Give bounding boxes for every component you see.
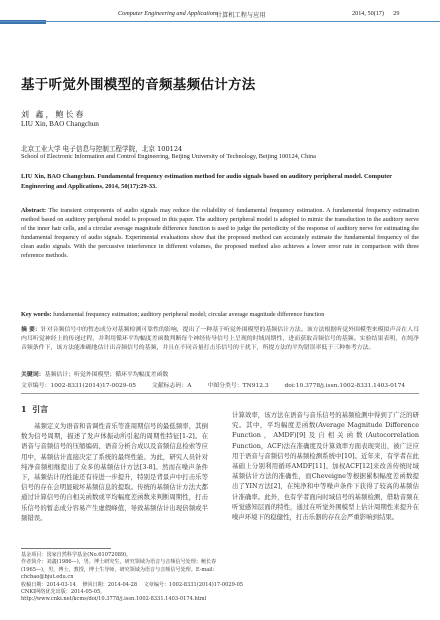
- citation: LIU Xin, BAO Changchun. Fundamental frequency estimation method for audio signals based on auditory peripheral model. Computer Engineering and Applications, 2014, 50(17):29-33.: [21, 173, 392, 190]
- abstract-en: [21, 206, 419, 261]
- keywords-cn-text: 基频估计；听觉外围模型；循环平均幅度差函数: [44, 372, 169, 378]
- doi: doi:10.3778/j.issn.1002-8331.1403-0174: [284, 383, 406, 389]
- abstract-label: Abstract:: [21, 207, 47, 214]
- footnotes: [21, 552, 244, 604]
- body-column-right: 计算效率，该方法在语音与音乐信号的基频检测中得到了广泛的研究。其中，平均幅度差函数(Average Magnitude Difference Function，AMDF)[9]及自相关函数(Autocorrelation Function，ACF)法在准确度及计算效率方面表现突出，被广泛应用于语音与音频信号的基频检测系统中[10]。近年来，有学者在此基础上分别利用循环AMDF[11]、加权ACF[12]来改善传统时域基频估计方法的准确性，而Cheveigne等根据累积幅度差函数提出了YIN方法[2]，在纯净和中等噪声条件下获得了较高的基频估计准确率。此外，也有学者面向时域信号的基频检测，借助音频在听觉感知层面的特性，通过在听觉外围模型上估计周期性来提升在噪声环境下的稳健性，打击乐器的存在会严重影响到结果。: [232, 411, 419, 522]
- keywords-cn-label: 关键词：: [21, 371, 45, 378]
- clc-number: 中图分类号：TN912.3: [207, 383, 269, 389]
- section-divider: [21, 393, 419, 394]
- keywords-en: [21, 310, 419, 319]
- footnote-fund: 基金项目：国家自然科学基金(No.61072089)。: [21, 552, 132, 558]
- affiliation-en: School of Electronic Information and Control Engineering, Beijing University of Technology, Beijing 100124, China: [21, 153, 316, 160]
- keywords-label: Key words:: [21, 311, 52, 318]
- authors-en: LIU Xin, BAO Changchun: [21, 120, 99, 128]
- journal-name-cn: 计算机工程与应用: [216, 12, 266, 19]
- footnote-author: 作者简介：刘鑫(1986—)，男，博士研究生，研究领域为语音与音频信号处理；鲍长春(1965—)，男，博士，教授，博士生导师，研究领域为语音与音频信号处理。E-mail: chcbao@bjut.edu.cn: [21, 559, 217, 581]
- footnote-rule: [21, 548, 111, 549]
- abstract-text: The transient components of audio signals may reduce the reliability of fundamental frequency estimation. A fundamental frequency estimation method based on auditory peripheral model is proposed in this paper. The auditory peripheral model is adopted to mimic the transduction in the auditory nerve of the inner hair cells, and a circular average magnitude difference function is used to judge the periodicity of the response of auditory nerve for estimating the fundamental frequency of audio signals. Experimental evaluations show that the proposed method can accurately estimate the fundamental frequency of the clean audio signals. With the percussive interference in different volumes, the proposed method also achieves a lower error rate in comparison with three reference methods.: [21, 207, 420, 260]
- paper-title: 基于听觉外围模型的音频基频估计方法: [21, 77, 256, 93]
- footnote-dates: 收稿日期：2014-03-14 修回日期：2014-04-28 文章编号：1002-8331(2014)17-0029-05: [21, 581, 244, 588]
- article-no: 文章编号：1002-8331(2014)17-0029-05: [21, 383, 136, 389]
- keywords-cn: [21, 369, 168, 378]
- issue-page: 2014, 50(17) 29: [352, 10, 400, 17]
- keywords-text: fundamental frequency estimation; auditory peripheral model; circular average magnitude difference function: [52, 311, 325, 318]
- journal-name-en: Computer Engineering and Applications: [118, 10, 219, 17]
- authors-cn: 刘 鑫，鲍长春: [21, 110, 86, 119]
- body-column-left: 基频定义为语音和音调性音乐等准周期信号的最低频率，其倒数为信号周期，描述了发声体振动所引起的周期性特征[1-2]。在语音与音频信号的压缩编码、语音分析合成以及音频信息检索等应用中，基频估计直接决定了系统的最终性能。为此，研究人员针对纯净音频相继提出了众多的基频估计方法[3-8]。然而在噪声条件下，基频估计的性能还有待进一步提升，特别是背景声中打击乐等信号的存在会明显破坏基频信息的提取。传统的基频估计方法大都通过计算信号的自相关函数或平均幅度差函数来判断周期性，打击乐信号的暂态成分容易产生虚假峰值，导致基频估计出现倍频或半频错误。: [21, 422, 208, 522]
- classification-line: [21, 380, 419, 389]
- abstract-cn-text: 针对音频信号中的暂态成分对基频检测可靠性的影响，提出了一种基于听觉外围模型的基频估计方法。该方法根据听觉外围模型来模拟声音在人耳内耳听觉神经上的传递过程，并利用循环平均幅度差函数判断每个神经传导信号上呈现的时域周期性，进而获取音频信号的基频。实验结果表明，在纯净音频条件下，该方法能准确地估计出音频信号的基频，并且在不同音量打击乐信号的干扰下，所提方法的平均错误率低于三种参考方法。: [21, 327, 420, 351]
- abstract-cn-label: 摘 要：: [21, 326, 41, 333]
- header-rule: [0, 21, 440, 22]
- literature-code: 文献标志码：A: [151, 383, 192, 389]
- footnote-online: CNKI网络优先出版：2014-05-05, http://www.cnki.net/kcms/doi/10.3778/j.issn.1002-8331.1403-0174.html: [21, 589, 207, 603]
- affiliation-cn: 北京工业大学 电子信息与控制工程学院，北京 100124: [21, 145, 183, 153]
- abstract-cn: [21, 326, 419, 352]
- section-heading: 1 引言: [21, 404, 49, 414]
- running-header: [0, 0, 440, 28]
